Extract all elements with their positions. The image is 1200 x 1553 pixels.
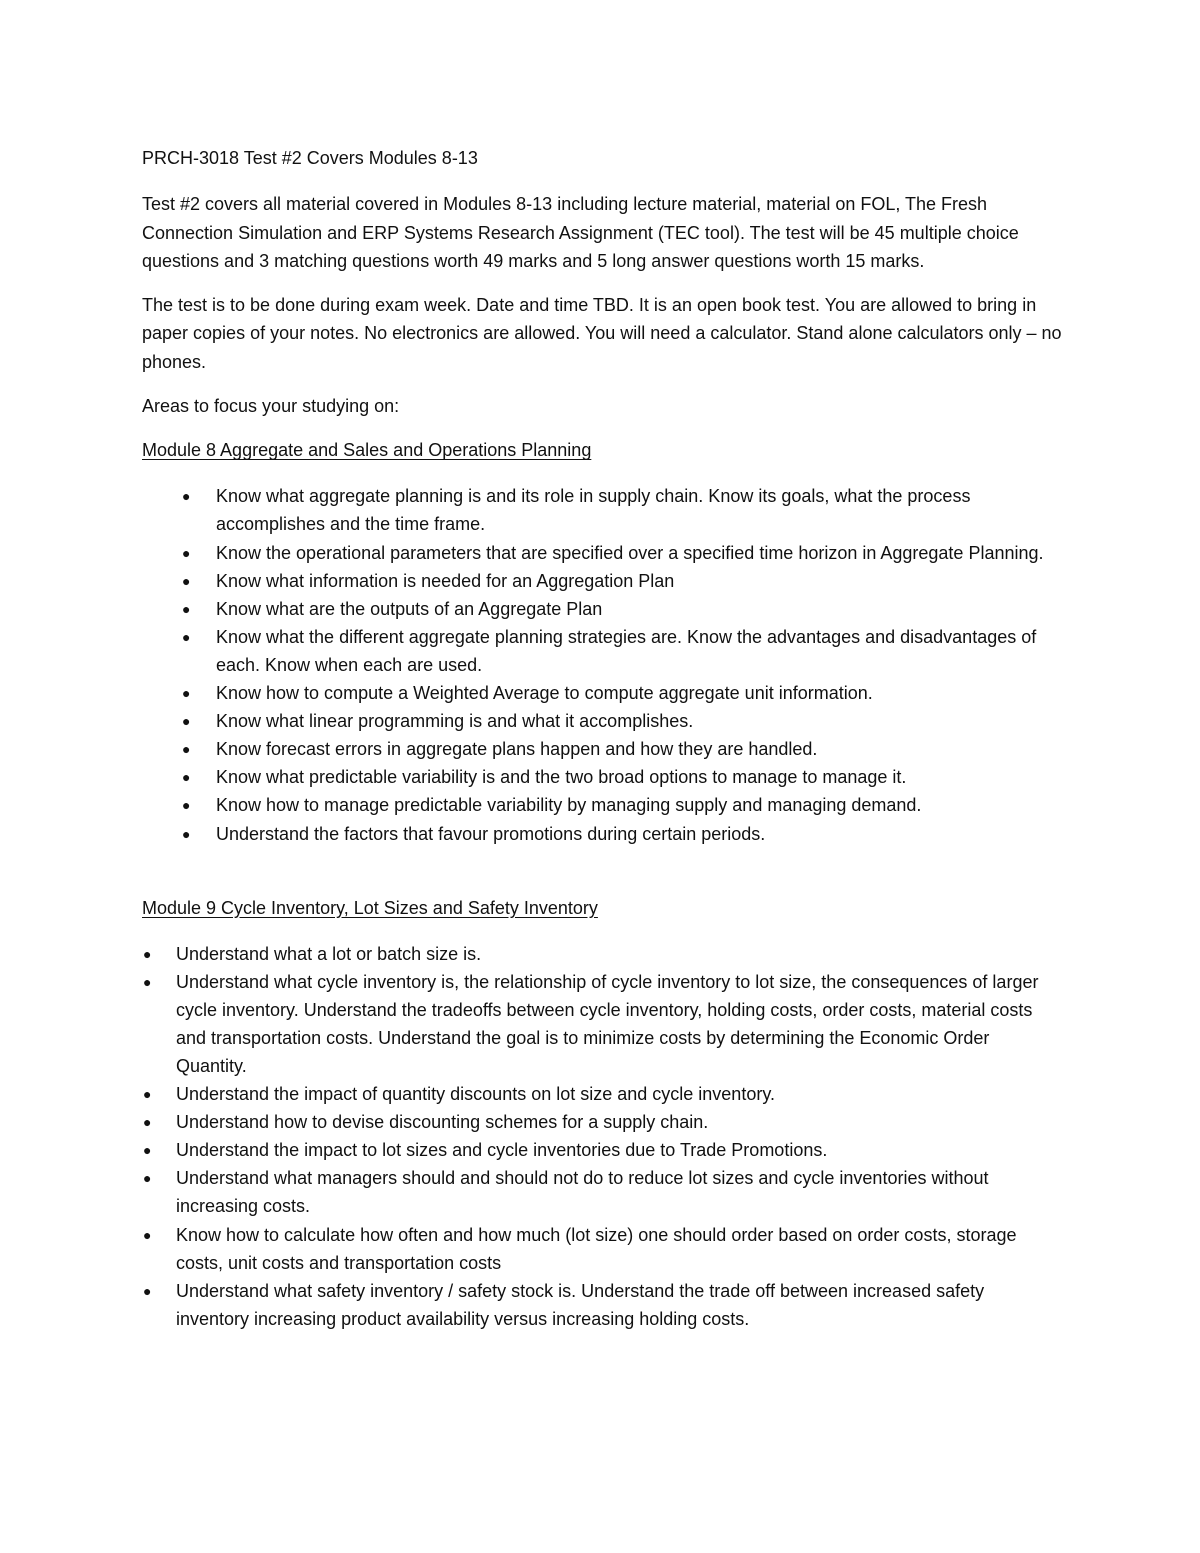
list-item — [142, 707, 1062, 735]
bullet-icon: ● — [143, 1226, 152, 1243]
list-item — [142, 1164, 1062, 1220]
list-item — [142, 1221, 1062, 1277]
list-item-text: Know what are the outputs of an Aggregate Plan — [216, 598, 603, 619]
list-item-text: Understand what safety inventory / safety stock is. Understand the trade off between increased safety inventory increasing product availability versus increasing holding costs. — [176, 1280, 985, 1329]
bullet-icon: ● — [143, 1114, 152, 1131]
intro-paragraph: Test #2 covers all material covered in Modules 8-13 including lecture material, material on FOL, The Fresh Connection Simulation and ERP Systems Research Assignment (TEC tool). The test will be 45 multiple choice questions and 3 matching questions worth 49 marks and 5 long answer questions worth 15 marks. — [142, 194, 1019, 271]
list-item-text: Understand what a lot or batch size is. — [176, 943, 482, 964]
document-body — [142, 144, 1062, 1333]
list-item-text: Know what information is needed for an Aggregation Plan — [216, 570, 675, 591]
focus-areas-label: Areas to focus your studying on: — [142, 396, 400, 417]
list-item — [142, 791, 1062, 819]
list-item — [142, 940, 1062, 968]
list-item — [142, 968, 1062, 1080]
bullet-icon: ● — [182, 713, 191, 730]
list-item — [142, 1080, 1062, 1108]
list-item-text: Know how to compute a Weighted Average to compute aggregate unit information. — [216, 683, 873, 704]
list-item — [142, 1136, 1062, 1164]
list-item-text: Know what predictable variability is and the two broad options to manage to manage it. — [216, 767, 907, 788]
list-item — [142, 623, 1062, 679]
bullet-icon: ● — [143, 1170, 152, 1187]
list-item-text: Know forecast errors in aggregate plans happen and how they are handled. — [216, 739, 818, 760]
bullet-icon: ● — [182, 544, 191, 561]
list-item-text: Understand the impact to lot sizes and cycle inventories due to Trade Promotions. — [176, 1140, 828, 1161]
bullet-icon: ● — [182, 685, 191, 702]
list-item — [142, 679, 1062, 707]
bullet-icon: ● — [182, 769, 191, 786]
list-item — [142, 567, 1062, 595]
list-item — [142, 735, 1062, 763]
list-item-text: Know the operational parameters that are specified over a specified time horizon in Aggregate Planning. — [216, 542, 1044, 563]
test-rules-paragraph: The test is to be done during exam week. Date and time TBD. It is an open book test. You are allowed to bring in paper copies of your notes. No electronics are allowed. You will need a calculator. Stand alone calculators only – no phones. — [142, 295, 1062, 372]
list-item — [142, 595, 1062, 623]
module9-list — [142, 940, 1062, 1333]
list-item — [142, 820, 1062, 848]
bullet-icon: ● — [182, 741, 191, 758]
section-spacer — [142, 848, 1062, 894]
list-item-text: Know how to calculate how often and how much (lot size) one should order based on order costs, storage costs, unit costs and transportation costs — [176, 1224, 1017, 1273]
bullet-icon: ● — [182, 572, 191, 589]
module9-heading: Module 9 Cycle Inventory, Lot Sizes and Safety Inventory — [142, 897, 598, 918]
bullet-icon: ● — [143, 1282, 152, 1299]
list-item — [142, 482, 1062, 538]
bullet-icon: ● — [182, 797, 191, 814]
bullet-icon: ● — [143, 973, 152, 990]
list-item — [142, 1108, 1062, 1136]
list-item-text: Know what linear programming is and what it accomplishes. — [216, 711, 694, 732]
list-item-text: Understand what cycle inventory is, the relationship of cycle inventory to lot size, the consequences of larger cycle inventory. Understand the tradeoffs between cycle inventory, holding costs, order costs, material costs and transportation costs. Understand the goal is to minimize costs by determining the Economic Order Quantity. — [176, 971, 1039, 1076]
list-item — [142, 763, 1062, 791]
list-item-text: Know what the different aggregate planning strategies are. Know the advantages and disadvantages of each. Know when each are used. — [216, 626, 1037, 675]
list-item-text: Understand how to devise discounting schemes for a supply chain. — [176, 1112, 709, 1133]
bullet-icon: ● — [182, 600, 191, 617]
list-item-text: Know how to manage predictable variability by managing supply and managing demand. — [216, 795, 922, 816]
bullet-icon: ● — [182, 628, 191, 645]
bullet-icon: ● — [182, 488, 191, 505]
bullet-icon: ● — [182, 825, 191, 842]
list-item — [142, 539, 1062, 567]
module8-list — [142, 482, 1062, 847]
list-item-text: Know what aggregate planning is and its role in supply chain. Know its goals, what the process accomplishes and the time frame. — [216, 486, 971, 535]
bullet-icon: ● — [143, 1142, 152, 1159]
module8-heading: Module 8 Aggregate and Sales and Operations Planning — [142, 440, 592, 461]
bullet-icon: ● — [143, 1086, 152, 1103]
list-item-text: Understand the factors that favour promotions during certain periods. — [216, 823, 766, 844]
document-title: PRCH-3018 Test #2 Covers Modules 8-13 — [142, 148, 478, 168]
list-item-text: Understand what managers should and should not do to reduce lot sizes and cycle inventories without increasing costs. — [176, 1168, 989, 1217]
bullet-icon: ● — [143, 945, 152, 962]
list-item-text: Understand the impact of quantity discounts on lot size and cycle inventory. — [176, 1084, 775, 1105]
list-item — [142, 1277, 1062, 1333]
